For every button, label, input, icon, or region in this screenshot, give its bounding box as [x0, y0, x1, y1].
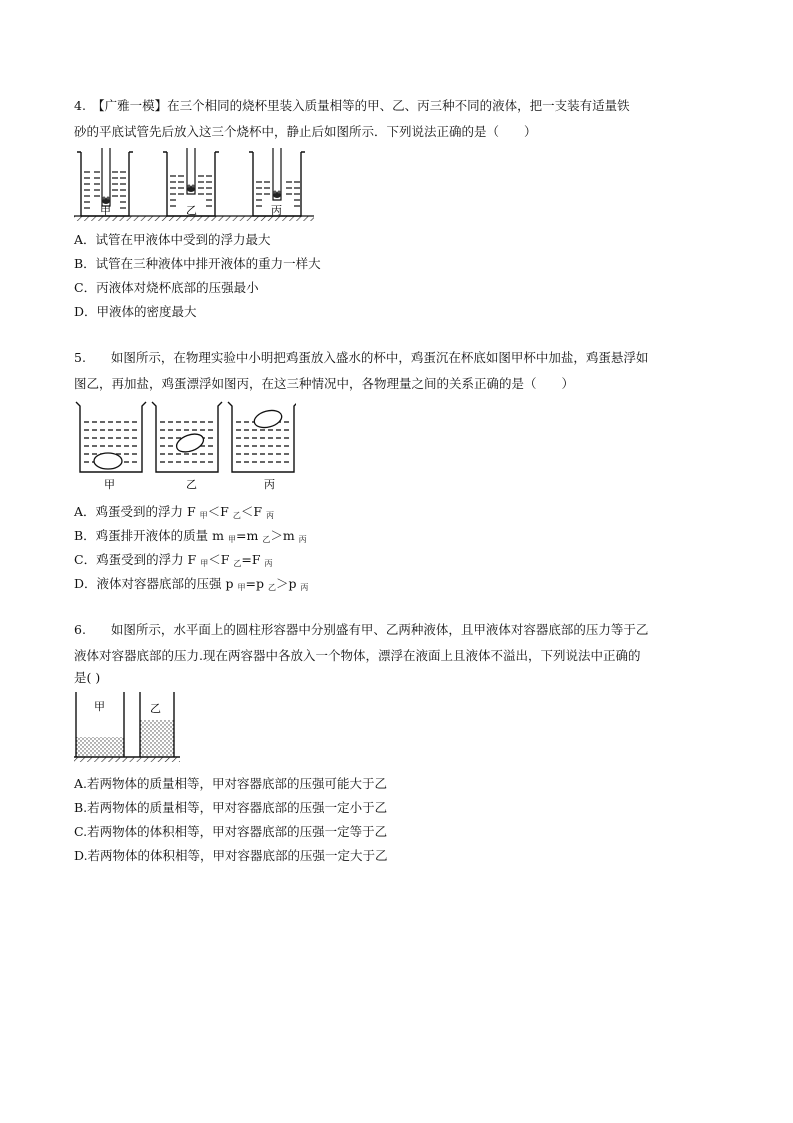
q4-label-yi: 乙	[186, 204, 197, 217]
q5-stem-line2: 图乙，再加盐，鸡蛋漂浮如图丙，在这三种情况中，各物理量之间的关系正确的是（ ）	[74, 376, 575, 391]
q4-option-b: B．试管在三种液体中排开液体的重力一样大	[74, 256, 321, 271]
q6-ground	[74, 757, 180, 762]
q4-label-jia: 甲	[100, 204, 111, 217]
q6-figure-containers	[74, 690, 184, 766]
q6-option-b: B.若两物体的质量相等，甲对容器底部的压强一定小于乙	[74, 800, 388, 815]
q5-option-a: A．鸡蛋受到的浮力 F $_甲$＜F $_乙$＜F $_丙$	[74, 504, 274, 520]
q6-stem-line1: 6. 如图所示，水平面上的圆柱形容器中分别盛有甲、乙两种液体，且甲液体对容器底部的压力等于乙	[74, 622, 649, 637]
egg-beaker-bing	[228, 402, 296, 472]
q5-stem-line1: 5. 如图所示，在物理实验中小明把鸡蛋放入盛水的杯中，鸡蛋沉在杯底如图甲杯中加盐，鸡蛋悬浮如	[74, 350, 649, 365]
q5-figure-eggs	[74, 398, 296, 494]
q4-option-a: A．试管在甲液体中受到的浮力最大	[74, 232, 271, 247]
q5-option-c: C．鸡蛋受到的浮力 F $_甲$＜F $_乙$=F $_丙$	[74, 552, 273, 568]
q6-option-c: C.若两物体的体积相等，甲对容器底部的压强一定等于乙	[74, 824, 388, 839]
liquid-yi	[140, 720, 174, 757]
q4-option-c: C．丙液体对烧杯底部的压强最小	[74, 280, 259, 295]
q4-label-bing: 丙	[271, 204, 282, 217]
egg-bing	[252, 408, 283, 431]
q5-label-bing: 丙	[264, 478, 275, 491]
q6-stem-line3: 是( )	[74, 670, 101, 685]
egg-beaker-yi	[152, 402, 222, 472]
q5-option-d: D．液体对容器底部的压强 p $_甲$=p $_乙$＞p $_丙$	[74, 576, 309, 592]
q6-option-d: D.若两物体的体积相等，甲对容器底部的压强一定大于乙	[74, 848, 388, 863]
q4-option-d: D．甲液体的密度最大	[74, 304, 197, 319]
q6-option-a: A.若两物体的质量相等，甲对容器底部的压强可能大于乙	[74, 776, 388, 791]
q6-stem-line2: 液体对容器底部的压力.现在两容器中各放入一个物体，漂浮在液面上且液体不溢出，下列说法中正确的	[74, 648, 641, 663]
egg-yi	[174, 431, 206, 456]
q6-label-jia: 甲	[94, 700, 105, 713]
liquid-jia	[76, 737, 124, 757]
q4-stem-line2: 砂的平底试管先后放入这三个烧杯中，静止后如图所示．下列说法正确的是（ ）	[74, 124, 537, 139]
egg-beaker-jia	[76, 402, 146, 472]
q4-figure-beakers	[74, 146, 320, 226]
q5-label-jia: 甲	[104, 478, 115, 491]
q4-stem-line1: 4. 【广雅一模】在三个相同的烧杯里装入质量相等的甲、乙、丙三种不同的液体，把一支装有适量铁	[74, 98, 630, 113]
q5-option-b: B．鸡蛋排开液体的质量 m $_甲$=m $_乙$＞m $_丙$	[74, 528, 307, 544]
egg-jia	[94, 453, 122, 469]
q5-label-yi: 乙	[186, 478, 197, 491]
q6-label-yi: 乙	[150, 702, 161, 715]
